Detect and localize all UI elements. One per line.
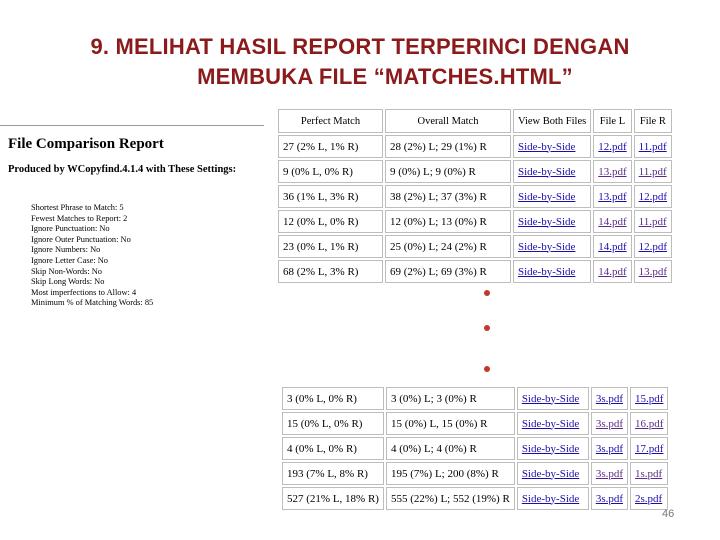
ellipsis-dot (484, 290, 490, 296)
settings-list (31, 203, 153, 309)
side-by-side-cell (513, 260, 591, 283)
header-view-both-files: View Both Files (513, 109, 591, 133)
side-by-side-link[interactable]: Side-by-Side (518, 140, 576, 153)
table-row (282, 412, 668, 435)
side-by-side-cell (517, 462, 589, 485)
file-l-link[interactable]: 12.pdf (598, 140, 627, 153)
perfect-match-cell: 27 (2% L, 1% R) (278, 135, 383, 158)
setting-item: Skip Non-Words: No (31, 266, 102, 276)
page-number: 46 (662, 508, 675, 520)
table-row (278, 160, 672, 183)
side-by-side-link[interactable]: Side-by-Side (521, 417, 580, 430)
overall-match-cell: 15 (0%) L, 15 (0%) R (386, 412, 515, 435)
table-row (278, 185, 672, 208)
file-r-cell (634, 210, 672, 233)
side-by-side-cell (517, 412, 589, 435)
overall-match-cell: 25 (0%) L; 24 (2%) R (385, 235, 511, 258)
table-row (278, 210, 672, 233)
file-l-link[interactable]: 3s.pdf (595, 492, 624, 505)
file-r-link[interactable]: 11.pdf (638, 165, 667, 178)
side-by-side-cell (513, 210, 591, 233)
file-l-cell (591, 487, 628, 510)
file-l-link[interactable]: 3s.pdf (595, 392, 624, 405)
ellipsis-dot (484, 325, 490, 331)
report-header-panel (0, 108, 264, 330)
file-r-cell (630, 387, 668, 410)
file-r-cell (634, 235, 672, 258)
side-by-side-link[interactable]: Side-by-Side (521, 467, 580, 480)
file-r-link[interactable]: 1s.pdf (635, 467, 663, 480)
ellipsis-dot (484, 366, 490, 372)
report-heading: File Comparison Report (8, 136, 164, 152)
file-r-cell (630, 487, 668, 510)
file-r-cell (634, 160, 672, 183)
file-r-link[interactable]: 11.pdf (638, 140, 667, 153)
overall-match-cell: 12 (0%) L; 13 (0%) R (385, 210, 511, 233)
setting-item: Ignore Letter Case: No (31, 255, 108, 265)
matches-table-bottom (280, 385, 670, 512)
file-r-cell (634, 135, 672, 158)
file-r-link[interactable]: 15.pdf (635, 392, 664, 405)
setting-item: Minimum % of Matching Words: 85 (31, 298, 154, 308)
side-by-side-link[interactable]: Side-by-Side (518, 215, 576, 228)
perfect-match-cell: 36 (1% L, 3% R) (278, 185, 383, 208)
perfect-match-cell: 68 (2% L, 3% R) (278, 260, 383, 283)
file-l-cell (591, 412, 628, 435)
header-file-r: File R (634, 109, 672, 133)
file-r-cell (634, 260, 672, 283)
setting-item: Skip Long Words: No (31, 277, 105, 287)
header-file-l: File L (593, 109, 631, 133)
perfect-match-cell: 9 (0% L, 0% R) (278, 160, 383, 183)
file-r-cell (634, 185, 672, 208)
side-by-side-cell (513, 160, 591, 183)
perfect-match-cell: 4 (0% L, 0% R) (282, 437, 384, 460)
side-by-side-cell (517, 387, 589, 410)
slide-title-line-1: 9. MELIHAT HASIL REPORT TERPERINCI DENGAN (90, 34, 630, 59)
file-l-cell (593, 210, 631, 233)
setting-item: Ignore Numbers: No (31, 245, 101, 255)
side-by-side-link[interactable]: Side-by-Side (521, 392, 580, 405)
table-row (282, 387, 668, 410)
side-by-side-cell (513, 235, 591, 258)
overall-match-cell: 38 (2%) L; 37 (3%) R (385, 185, 511, 208)
file-r-cell (630, 412, 668, 435)
overall-match-cell: 4 (0%) L; 4 (0%) R (386, 437, 515, 460)
side-by-side-cell (513, 185, 591, 208)
table-row (278, 135, 672, 158)
file-l-link[interactable]: 13.pdf (598, 190, 627, 203)
side-by-side-cell (513, 135, 591, 158)
divider (0, 125, 264, 126)
side-by-side-cell (517, 487, 589, 510)
table-row (278, 260, 672, 283)
side-by-side-link[interactable]: Side-by-Side (521, 442, 580, 455)
perfect-match-cell: 527 (21% L, 18% R) (282, 487, 384, 510)
file-l-link[interactable]: 14.pdf (598, 240, 627, 253)
side-by-side-cell (517, 437, 589, 460)
file-l-link[interactable]: 13.pdf (598, 165, 627, 178)
file-l-cell (591, 462, 628, 485)
side-by-side-link[interactable]: Side-by-Side (518, 240, 576, 253)
file-l-cell (593, 135, 631, 158)
header-overall-match: Overall Match (385, 109, 511, 133)
overall-match-cell: 195 (7%) L; 200 (8%) R (386, 462, 515, 485)
file-r-link[interactable]: 2s.pdf (635, 492, 663, 505)
file-r-link[interactable]: 16.pdf (635, 417, 664, 430)
perfect-match-cell: 23 (0% L, 1% R) (278, 235, 383, 258)
overall-match-cell: 9 (0%) L; 9 (0%) R (385, 160, 511, 183)
table-row (282, 487, 668, 510)
file-r-cell (630, 462, 668, 485)
side-by-side-link[interactable]: Side-by-Side (521, 492, 580, 505)
file-r-link[interactable]: 13.pdf (638, 265, 668, 278)
perfect-match-cell: 12 (0% L, 0% R) (278, 210, 383, 233)
file-r-link[interactable]: 12.pdf (638, 190, 668, 203)
setting-item: Most imperfections to Allow: 4 (31, 287, 137, 297)
file-l-link[interactable]: 3s.pdf (595, 467, 624, 480)
overall-match-cell: 69 (2%) L; 69 (3%) R (385, 260, 511, 283)
file-l-cell (591, 387, 628, 410)
side-by-side-link[interactable]: Side-by-Side (518, 265, 576, 278)
table-row (278, 235, 672, 258)
file-l-link[interactable]: 14.pdf (598, 265, 627, 278)
perfect-match-cell: 3 (0% L, 0% R) (282, 387, 384, 410)
perfect-match-cell: 15 (0% L, 0% R) (282, 412, 384, 435)
file-l-link[interactable]: 3s.pdf (595, 417, 624, 430)
file-l-cell (593, 160, 631, 183)
file-l-cell (593, 185, 631, 208)
setting-item: Shortest Phrase to Match: 5 (31, 203, 124, 212)
table-row (282, 437, 668, 460)
setting-item: Ignore Punctuation: No (31, 224, 110, 234)
slide-title-line-2: MEMBUKA FILE “MATCHES.HTML” (197, 64, 573, 89)
file-r-cell (630, 437, 668, 460)
overall-match-cell: 3 (0%) L; 3 (0%) R (386, 387, 515, 410)
setting-item: Fewest Matches to Report: 2 (31, 213, 128, 223)
file-l-cell (593, 260, 631, 283)
side-by-side-link[interactable]: Side-by-Side (518, 165, 576, 178)
perfect-match-cell: 193 (7% L, 8% R) (282, 462, 384, 485)
file-l-link[interactable]: 3s.pdf (595, 442, 624, 455)
side-by-side-link[interactable]: Side-by-Side (518, 190, 576, 203)
file-l-cell (593, 235, 631, 258)
table-row (282, 462, 668, 485)
file-r-link[interactable]: 12.pdf (638, 240, 668, 253)
setting-item: Ignore Outer Punctuation: No (31, 234, 131, 244)
header-perfect-match: Perfect Match (278, 109, 383, 133)
table-header-row (278, 109, 672, 133)
matches-table-top (276, 107, 674, 285)
file-l-link[interactable]: 14.pdf (598, 215, 627, 228)
file-l-cell (591, 437, 628, 460)
file-r-link[interactable]: 11.pdf (638, 215, 667, 228)
produced-by-text: Produced by WCopyfind.4.1.4 with These Settings: (8, 164, 237, 175)
overall-match-cell: 555 (22%) L; 552 (19%) R (386, 487, 515, 510)
overall-match-cell: 28 (2%) L; 29 (1%) R (385, 135, 511, 158)
file-r-link[interactable]: 17.pdf (635, 442, 664, 455)
